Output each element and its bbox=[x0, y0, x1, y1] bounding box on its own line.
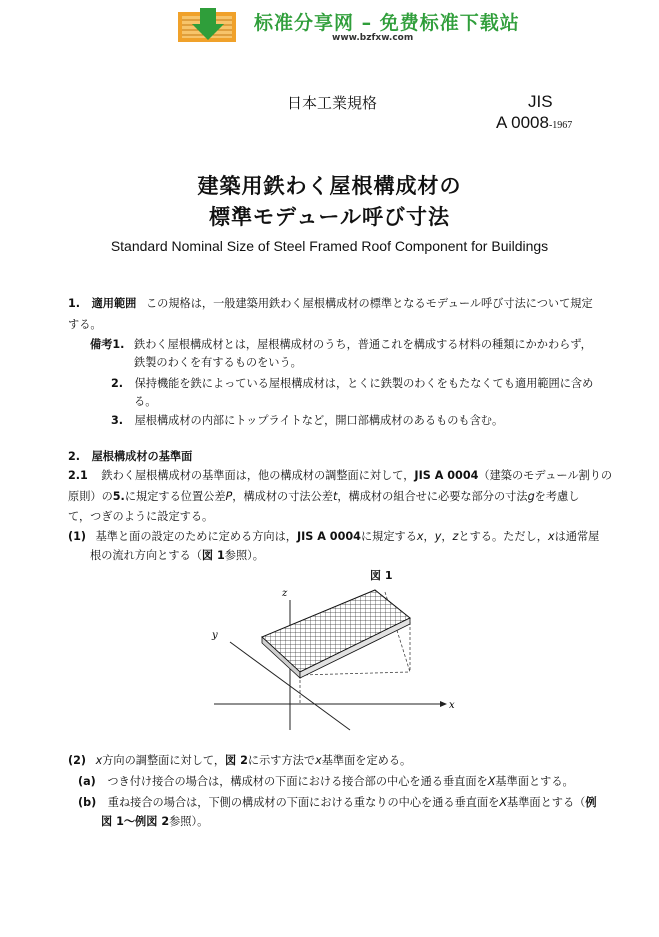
title-line-2: 標準モデュール呼び寸法 bbox=[209, 205, 450, 229]
standard-number bbox=[496, 113, 572, 133]
sec2-heading: 屋根構成材の基準面 bbox=[91, 450, 193, 463]
symbol-x: x bbox=[315, 754, 322, 767]
p21-line-3: て，つぎのように設定する。 bbox=[68, 510, 214, 523]
item-2-text: 基準面を定める。 bbox=[321, 754, 412, 767]
remark-3 bbox=[111, 410, 503, 431]
p21-line-1 bbox=[68, 465, 612, 486]
item-2-number: (2) bbox=[68, 754, 87, 767]
symbol-x: x bbox=[547, 530, 555, 543]
logo-icon bbox=[176, 6, 240, 46]
item-1-number: (1) bbox=[68, 530, 87, 543]
sec1-number: 1. bbox=[68, 297, 81, 310]
standard-year: -1967 bbox=[548, 120, 573, 131]
site-banner bbox=[176, 6, 520, 48]
remarks-label: 備考 bbox=[90, 338, 113, 351]
example-figure-ref: 図 1〜例図 2 bbox=[101, 815, 170, 828]
item-b-text: 基準面とする（ bbox=[507, 796, 586, 809]
p21-text: を考慮し bbox=[534, 490, 580, 503]
p21-line-2 bbox=[68, 486, 579, 507]
guide-line bbox=[300, 672, 410, 675]
item-1-text: 基準と面の設定のために定める方向は， bbox=[95, 530, 297, 543]
item-1-text: とする。ただし， bbox=[458, 530, 548, 543]
remark-2-text-a: 保持機能を鉄によっている屋根構成材は，とくに鉄製のわくをもたなくても適用範囲に含め bbox=[134, 377, 594, 390]
item-1-text: に規定する bbox=[360, 530, 417, 543]
remark-1-number: 1. bbox=[112, 338, 125, 351]
item-a-number: (a) bbox=[78, 775, 96, 788]
jis-ref: JIS A 0004 bbox=[296, 530, 361, 543]
item-a-text: つき付け接合の場合は，構成材の下面における接合部の中心を通る垂直面を bbox=[107, 775, 488, 788]
item-1-text: 参照）。 bbox=[224, 549, 264, 562]
p21-text: （建築のモデュール割りの bbox=[478, 469, 613, 482]
sec1-text: この規格は，一般建築用鉄わく屋根構成材の標準となるモデュール呼び寸法について規定 bbox=[145, 297, 593, 310]
remark-3-number: 3. bbox=[111, 414, 124, 427]
jis-label: JIS bbox=[528, 92, 553, 111]
p21-text: 鉄わく屋根構成材の基準面は，他の構成材の調整面に対して， bbox=[101, 469, 415, 482]
item-1-text: ， bbox=[423, 530, 435, 543]
item-2-text: に示す方法で bbox=[247, 754, 316, 767]
remark-3-text: 屋根構成材の内部にトップライトなど，開口部構成材のあるものも含む。 bbox=[134, 414, 504, 427]
axis-label-y: y bbox=[212, 630, 218, 641]
p21-number: 2.1 bbox=[68, 469, 88, 482]
symbol-y: y bbox=[434, 530, 442, 543]
remark-2-number: 2. bbox=[111, 377, 124, 390]
item-1-line-1 bbox=[68, 526, 599, 547]
remark-2 bbox=[111, 373, 593, 394]
p21-text: 原則）の bbox=[68, 490, 113, 503]
symbol-p: P bbox=[225, 490, 233, 503]
item-b-text: 参照）。 bbox=[169, 815, 209, 828]
title-english: Standard Nominal Size of Steel Framed Roof Component for Buildings bbox=[110, 238, 549, 254]
item-b-number: (b) bbox=[78, 796, 97, 809]
symbol-X: X bbox=[487, 775, 496, 788]
symbol-x: x bbox=[416, 530, 424, 543]
p21-text: ，構成材の組合せに必要な部分の寸法 bbox=[337, 490, 528, 503]
symbol-g: g bbox=[527, 490, 535, 503]
x-axis-arrow bbox=[440, 701, 447, 707]
figure-ref: 図 1 bbox=[201, 549, 225, 562]
item-b-line-2 bbox=[101, 811, 208, 832]
symbol-X: X bbox=[499, 796, 508, 809]
sec2-heading-line bbox=[68, 446, 192, 467]
symbol-x: x bbox=[95, 754, 103, 767]
example-ref: 例 bbox=[585, 796, 597, 809]
figure-ref: 図 2 bbox=[225, 754, 248, 767]
item-1-line-2 bbox=[90, 545, 264, 566]
sec1-line-1 bbox=[68, 293, 593, 314]
item-a-text: 基準面とする。 bbox=[495, 775, 574, 788]
item-b-text: 重ね接合の場合は，下側の構成材の下面における重なりの中心を通る垂直面を bbox=[107, 796, 500, 809]
item-b-line-1 bbox=[78, 792, 597, 813]
symbol-z: z bbox=[452, 530, 459, 543]
jis-ref: JIS A 0004 bbox=[414, 469, 479, 482]
remark-1-text-a: 鉄わく屋根構成材とは，屋根構成材のうち，普通これを構成する材料の種類にかかわらず， bbox=[134, 338, 592, 351]
sec1-heading: 適用範囲 bbox=[91, 297, 137, 310]
remark-1-text-b: 鉄製のわくを有するものをいう。 bbox=[134, 356, 302, 369]
banner-title: 标准分享网 – 免费标准下载站 bbox=[254, 12, 520, 34]
item-2-line bbox=[68, 750, 411, 771]
item-1-text: 根の流れ方向とする（ bbox=[90, 549, 202, 562]
item-2-text: 方向の調整面に対して， bbox=[102, 754, 226, 767]
banner-url[interactable]: www.bzfxw.com bbox=[332, 33, 414, 43]
symbol-t: t bbox=[332, 490, 338, 503]
item-1-text: ， bbox=[441, 530, 453, 543]
p21-text: に規定する位置公差 bbox=[124, 490, 226, 503]
axis-label-x: x bbox=[449, 700, 455, 711]
figure-caption: 図 1 bbox=[370, 569, 393, 582]
remark-2-text-b: る。 bbox=[134, 395, 157, 408]
clause-ref: 5. bbox=[112, 490, 125, 503]
sec2-number: 2. bbox=[68, 450, 81, 463]
title-line-1: 建築用鉄わく屋根構成材の bbox=[197, 174, 462, 198]
item-1-text: は通常屋 bbox=[554, 530, 600, 543]
sec1-line-2: する。 bbox=[68, 318, 102, 331]
standard-code: A 0008 bbox=[496, 113, 549, 132]
p21-text: ，構成材の寸法公差 bbox=[232, 490, 333, 503]
figure-1-diagram bbox=[200, 580, 460, 742]
standard-type: 日本工業規格 bbox=[287, 94, 378, 112]
axis-label-z: z bbox=[282, 588, 288, 599]
item-a-line bbox=[78, 771, 574, 792]
